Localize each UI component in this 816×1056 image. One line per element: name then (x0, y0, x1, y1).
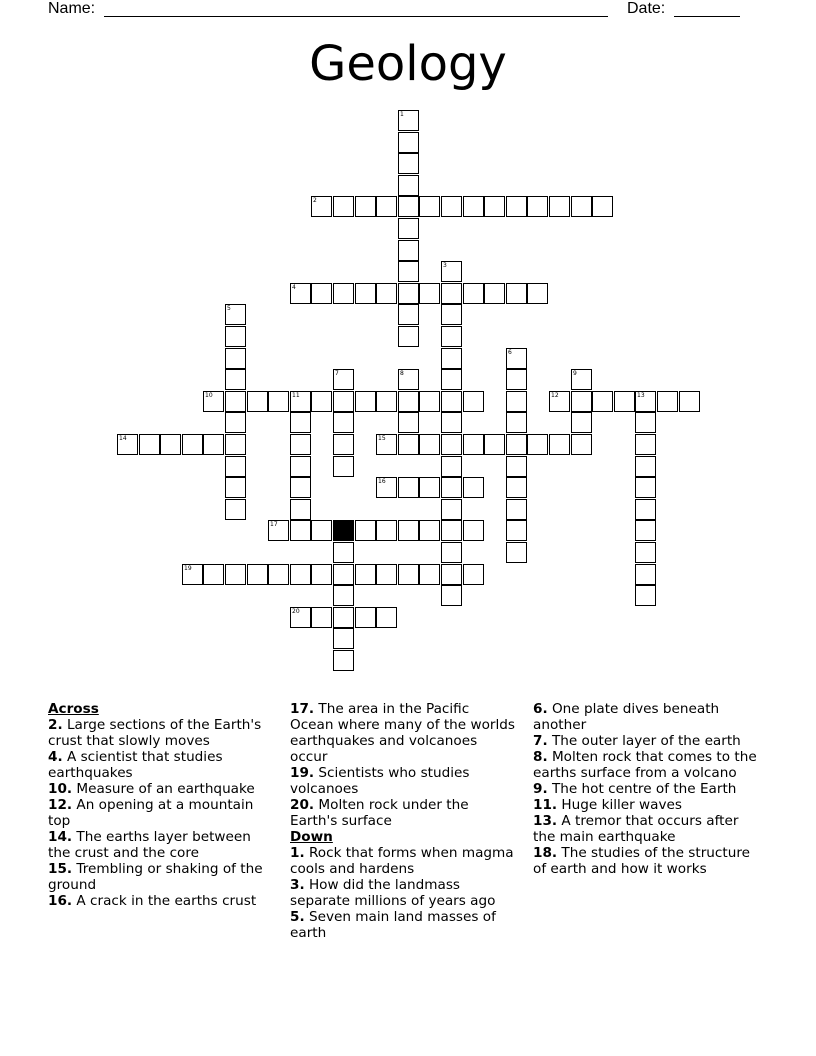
clue-number: 17. (290, 701, 315, 717)
clue-number: 4. (48, 749, 63, 765)
grid-cell[interactable] (333, 650, 354, 671)
grid-cell[interactable] (268, 391, 289, 412)
grid-cell[interactable] (290, 499, 311, 520)
grid-cell[interactable] (506, 520, 527, 541)
down-clue (533, 701, 761, 733)
grid-cell[interactable] (506, 542, 527, 563)
grid-cell[interactable] (398, 196, 419, 217)
grid-cell[interactable] (527, 283, 548, 304)
grid-cell[interactable] (441, 477, 462, 498)
grid-cell[interactable] (419, 391, 440, 412)
clue-number: 12. (48, 797, 73, 813)
grid-cell[interactable] (376, 391, 397, 412)
grid-cell[interactable] (398, 132, 419, 153)
grid-cell[interactable] (376, 520, 397, 541)
grid-cell[interactable] (463, 391, 484, 412)
grid-cell[interactable] (398, 153, 419, 174)
grid-cell[interactable] (376, 283, 397, 304)
grid-cell[interactable] (333, 607, 354, 628)
clue-number: 15 (378, 435, 386, 442)
grid-cell[interactable] (549, 196, 570, 217)
grid-cell[interactable] (419, 477, 440, 498)
grid-cell[interactable] (139, 434, 160, 455)
date-label: Date: (627, 0, 666, 17)
grid-cell[interactable] (441, 585, 462, 606)
clue-text: How did the landmass separate millions of years ago (290, 877, 496, 909)
clue-text: Measure of an earthquake (76, 781, 255, 797)
clue-text: Seven main land masses of earth (290, 909, 496, 941)
grid-cell[interactable] (225, 564, 246, 585)
grid-cell[interactable] (225, 412, 246, 433)
grid-cell[interactable] (635, 477, 656, 498)
clue-text: The earths layer between the crust and the core (48, 829, 251, 861)
grid-cell[interactable] (592, 196, 613, 217)
grid-cell[interactable] (225, 348, 246, 369)
clue-number: 7 (335, 370, 339, 377)
grid-cell[interactable] (635, 412, 656, 433)
grid-cell[interactable] (441, 326, 462, 347)
grid-cell[interactable] (571, 196, 592, 217)
grid-cell[interactable] (290, 564, 311, 585)
grid-cell[interactable] (203, 434, 224, 455)
grid-cell[interactable] (225, 456, 246, 477)
grid-cell[interactable] (441, 196, 462, 217)
grid-cell[interactable] (182, 434, 203, 455)
clue-number: 6 (508, 349, 512, 356)
clue-text: Rock that forms when magma cools and hardens (290, 845, 514, 877)
grid-cell[interactable] (225, 434, 246, 455)
grid-cell[interactable] (506, 412, 527, 433)
grid-cell[interactable] (398, 477, 419, 498)
grid-cell[interactable] (203, 564, 224, 585)
puzzle-title: Geology (309, 36, 507, 92)
grid-cell[interactable] (398, 240, 419, 261)
clue-text: A tremor that occurs after the main earthquake (533, 813, 739, 845)
grid-cell[interactable] (463, 564, 484, 585)
grid-cell[interactable] (311, 391, 332, 412)
grid-cell[interactable] (398, 218, 419, 239)
grid-cell[interactable] (290, 412, 311, 433)
clue-number: 5. (290, 909, 305, 925)
grid-cell[interactable] (463, 477, 484, 498)
down-clue (533, 797, 761, 813)
grid-cell[interactable] (484, 196, 505, 217)
grid-cell[interactable] (463, 283, 484, 304)
grid-cell[interactable] (311, 607, 332, 628)
grid-cell[interactable] (527, 434, 548, 455)
grid-cell[interactable] (355, 283, 376, 304)
grid-cell[interactable] (441, 348, 462, 369)
grid-cell[interactable] (333, 628, 354, 649)
clue-text: An opening at a mountain top (48, 797, 254, 829)
grid-cell[interactable] (614, 391, 635, 412)
grid-cell[interactable] (247, 564, 268, 585)
grid-cell[interactable] (441, 304, 462, 325)
clue-number: 19. (290, 765, 315, 781)
clue-text: A crack in the earths crust (76, 893, 257, 909)
grid-cell[interactable] (635, 542, 656, 563)
grid-cell[interactable] (635, 564, 656, 585)
clue-text: The area in the Pacific Ocean where many of the worlds earthquakes and volcanoes occur (290, 701, 515, 765)
grid-cell[interactable] (268, 564, 289, 585)
grid-cell[interactable] (225, 391, 246, 412)
grid-cell[interactable] (398, 520, 419, 541)
grid-cell[interactable] (463, 520, 484, 541)
down-clue (533, 813, 761, 845)
grid-cell[interactable] (290, 434, 311, 455)
clue-number: 11 (292, 392, 300, 399)
grid-cell[interactable] (506, 434, 527, 455)
grid-cell[interactable] (506, 369, 527, 390)
grid-cell[interactable] (311, 520, 332, 541)
grid-cell[interactable] (419, 196, 440, 217)
clue-number: 10 (205, 392, 213, 399)
across-clue (290, 765, 515, 797)
clue-number: 16 (378, 478, 386, 485)
grid-cell[interactable] (506, 196, 527, 217)
grid-cell[interactable] (506, 456, 527, 477)
clue-number: 19 (184, 565, 192, 572)
grid-cell[interactable] (398, 412, 419, 433)
clue-number: 3. (290, 877, 305, 893)
grid-cell[interactable] (333, 283, 354, 304)
grid-cell[interactable] (506, 283, 527, 304)
grid-cell[interactable] (290, 477, 311, 498)
grid-cell[interactable] (290, 520, 311, 541)
across-clue (48, 797, 276, 829)
grid-cell[interactable] (571, 412, 592, 433)
clue-number: 9 (573, 370, 577, 377)
clue-column-3 (533, 701, 761, 877)
down-clue (533, 733, 761, 749)
across-clue (48, 893, 276, 909)
grid-cell[interactable] (398, 261, 419, 282)
grid-cell[interactable] (441, 391, 462, 412)
grid-cell[interactable] (225, 369, 246, 390)
clue-text: A scientist that studies earthquakes (48, 749, 223, 781)
grid-cell[interactable] (441, 520, 462, 541)
clue-number: 4 (292, 284, 296, 291)
down-clue (533, 749, 761, 781)
clue-number: 20. (290, 797, 315, 813)
down-clue (533, 845, 761, 877)
grid-cell[interactable] (441, 369, 462, 390)
grid-cell[interactable] (398, 564, 419, 585)
grid-cell[interactable] (484, 283, 505, 304)
grid-cell[interactable] (506, 391, 527, 412)
down-clue (533, 781, 761, 797)
grid-cell[interactable] (571, 391, 592, 412)
grid-cell[interactable] (355, 520, 376, 541)
grid-cell[interactable] (592, 391, 613, 412)
grid-cell[interactable] (333, 412, 354, 433)
clue-number: 14. (48, 829, 73, 845)
across-clue (290, 701, 515, 765)
clue-number: 1. (290, 845, 305, 861)
clue-number: 11. (533, 797, 558, 813)
grid-cell[interactable] (333, 542, 354, 563)
grid-cell[interactable] (679, 391, 700, 412)
grid-cell[interactable] (463, 434, 484, 455)
across-clue (290, 797, 515, 829)
clue-number: 20 (292, 608, 300, 615)
grid-cell[interactable] (484, 434, 505, 455)
grid-cell[interactable] (527, 196, 548, 217)
clue-number: 8 (400, 370, 404, 377)
grid-cell[interactable] (506, 477, 527, 498)
grid-cell[interactable] (635, 585, 656, 606)
clue-number: 13 (637, 392, 645, 399)
clue-number: 3 (443, 262, 447, 269)
clue-text: The studies of the structure of earth and how it works (533, 845, 750, 877)
grid-cell[interactable] (376, 607, 397, 628)
clue-text: Large sections of the Earth's crust that slowly moves (48, 717, 262, 749)
grid-cell[interactable] (463, 196, 484, 217)
down-clue (290, 845, 515, 877)
across-clue (48, 749, 276, 781)
grid-cell[interactable] (441, 283, 462, 304)
clue-number: 1 (400, 111, 404, 118)
grid-cell[interactable] (635, 456, 656, 477)
across-clue (48, 861, 276, 893)
clue-text: One plate dives beneath another (533, 701, 720, 733)
clue-number: 13. (533, 813, 558, 829)
grid-cell[interactable] (225, 499, 246, 520)
clue-number: 6. (533, 701, 548, 717)
clue-number: 17 (270, 521, 278, 528)
grid-cell[interactable] (419, 434, 440, 455)
grid-cell[interactable] (333, 564, 354, 585)
clue-number: 2. (48, 717, 63, 733)
grid-cell[interactable] (657, 391, 678, 412)
grid-cell[interactable] (635, 434, 656, 455)
grid-cell[interactable] (247, 391, 268, 412)
grid-cell[interactable] (160, 434, 181, 455)
grid-cell[interactable] (398, 283, 419, 304)
grid-cell[interactable] (571, 434, 592, 455)
grid-cell[interactable] (355, 607, 376, 628)
grid-cell[interactable] (398, 304, 419, 325)
name-label: Name: (48, 0, 96, 17)
grid-cell[interactable] (355, 564, 376, 585)
grid-cell[interactable] (333, 196, 354, 217)
grid-cell[interactable] (398, 326, 419, 347)
clue-number: 12 (551, 392, 559, 399)
grid-cell[interactable] (376, 564, 397, 585)
across-clue (48, 781, 276, 797)
clue-text: Trembling or shaking of the ground (48, 861, 263, 893)
grid-cell[interactable] (635, 520, 656, 541)
clue-text: Scientists who studies volcanoes (290, 765, 470, 797)
grid-cell[interactable] (398, 391, 419, 412)
clue-number: 2 (313, 197, 317, 204)
down-clue (290, 909, 515, 941)
clue-text: Huge killer waves (561, 797, 682, 813)
grid-cell[interactable] (333, 456, 354, 477)
grid-cell[interactable] (225, 477, 246, 498)
clue-column-1 (48, 701, 276, 909)
clue-number: 9. (533, 781, 548, 797)
clue-text: The outer layer of the earth (551, 733, 741, 749)
grid-cell[interactable] (441, 412, 462, 433)
grid-cell[interactable] (398, 434, 419, 455)
grid-cell[interactable] (635, 499, 656, 520)
grid-cell[interactable] (441, 499, 462, 520)
grid-cell[interactable] (549, 434, 570, 455)
across-clue (48, 829, 276, 861)
clue-number: 10. (48, 781, 73, 797)
grid-cell[interactable] (333, 391, 354, 412)
across-heading: Across (48, 701, 99, 717)
clue-text: Molten rock under the Earth's surface (290, 797, 469, 829)
grid-cell[interactable] (355, 391, 376, 412)
clue-number: 7. (533, 733, 548, 749)
grid-cell[interactable] (419, 564, 440, 585)
grid-cell[interactable] (290, 456, 311, 477)
clue-number: 16. (48, 893, 73, 909)
clue-number: 18. (533, 845, 558, 861)
grid-cell[interactable] (506, 499, 527, 520)
grid-cell[interactable] (355, 196, 376, 217)
grid-cell[interactable] (419, 283, 440, 304)
clue-text: The hot centre of the Earth (551, 781, 737, 797)
across-clue (48, 717, 276, 749)
grid-cell[interactable] (311, 564, 332, 585)
down-heading: Down (290, 829, 333, 845)
grid-cell[interactable] (333, 585, 354, 606)
clue-number: 8. (533, 749, 548, 765)
grid-cell[interactable] (419, 520, 440, 541)
grid-cell[interactable] (441, 564, 462, 585)
clue-number: 14 (119, 435, 127, 442)
grid-cell[interactable] (376, 196, 397, 217)
grid-cell[interactable] (225, 326, 246, 347)
grid-cell[interactable] (441, 456, 462, 477)
grid-cell[interactable] (311, 283, 332, 304)
clue-number: 15. (48, 861, 73, 877)
down-clue (290, 877, 515, 909)
clue-number: 5 (227, 305, 231, 312)
grid-cell[interactable] (441, 434, 462, 455)
clue-column-2 (290, 701, 515, 941)
grid-cell[interactable] (398, 175, 419, 196)
grid-cell[interactable] (333, 434, 354, 455)
grid-cell[interactable] (441, 542, 462, 563)
clue-text: Molten rock that comes to the earths surface from a volcano (533, 749, 757, 781)
clue-number: 18 (335, 521, 343, 528)
